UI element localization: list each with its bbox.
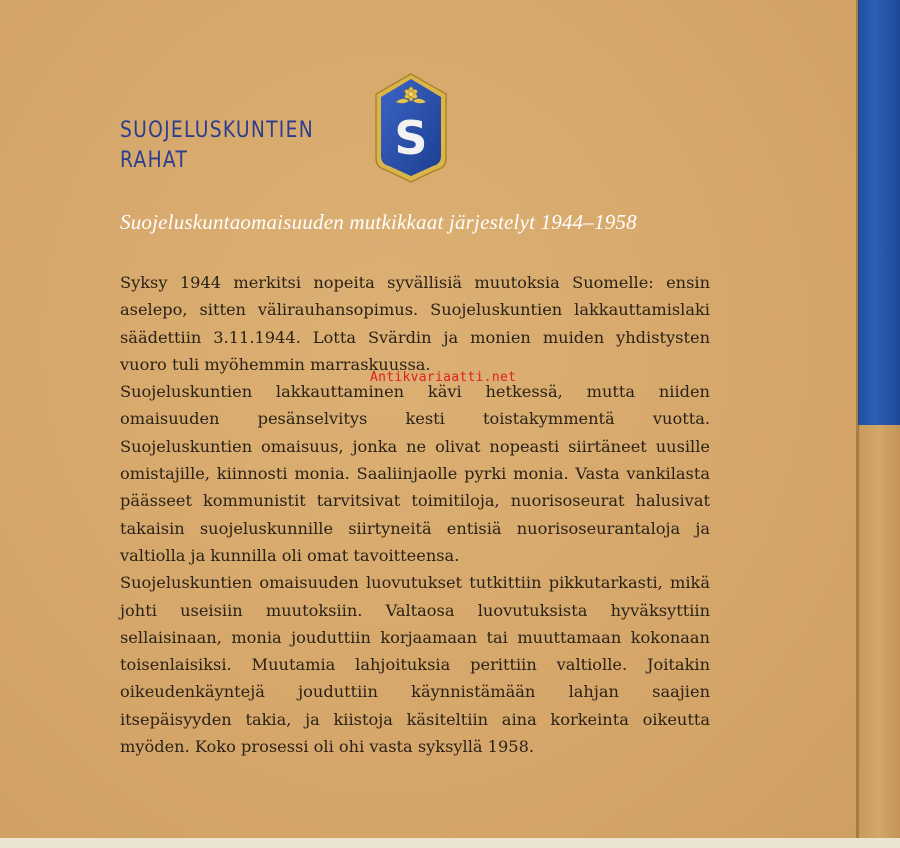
book-subtitle: Suojeluskuntaomaisuuden mutkikkaat järjestelyt 1944–1958 [120,210,637,234]
spine-tan-band [858,425,900,848]
suojeluskunta-emblem-icon [372,72,450,184]
spine-edge-shadow [856,0,859,848]
series-title-line1: SUOJELUSKUNTIEN [120,118,314,143]
blurb-text [120,269,710,760]
blurb-paragraph-1: Syksy 1944 merkitsi nopeita syvällisiä muutoksia Suomelle: ensin aselepo, sitten välirauhansopimus. Suojeluskuntien lakkauttamislaki säädettiin 3.11.1944. Lotta Svärdin ja monien muiden yhdistysten vuoro tuli myöhemmin marraskuussa. [120,273,710,374]
series-title-line2: RAHAT [120,148,189,173]
blurb-paragraph-2: Suojeluskuntien lakkauttaminen kävi hetkessä, mutta niiden omaisuuden pesänselvitys kesti toistakymmentä vuotta. Suojeluskuntien omaisuus, jonka ne olivat nopeasti siirtäneet uusille omistajille, kiinnosti monia. Saaliinjaolle pyrki monia. Vasta vankilasta päässeet kommunistit tarvitsivat toimitiloja, nuorisoseurat halusivat takaisin suojeluskunnille siirtyneitä entisiä nuorisoseurantaloja ja valtiolla ja kunnilla oli omat tavoitteensa. [120,382,710,565]
emblem-letter: S [394,111,428,165]
watermark-text: Antikvariaatti.net [370,370,517,385]
series-title [120,116,314,176]
blurb-paragraph-3: Suojeluskuntien omaisuuden luovutukset tutkittiin pikkutarkasti, mikä johti useisiin muutoksiin. Valtaosa luovutuksista hyväksyttiin sellaisinaan, monia jouduttiin korjaamaan tai muuttamaan kokonaan toisenlaisiksi. Muutamia lahjoituksia perittiin valtiolle. Joitakin oikeudenkäyntejä jouduttiin käynnistämään lahjan saajien itsepäisyyden takia, ja kiistoja käsiteltiin aina korkeinta oikeutta myöden. Koko prosessi oli ohi vasta syksyllä 1958. [120,573,710,757]
spine-blue-band [858,0,900,425]
page-bottom-edge [0,838,900,848]
